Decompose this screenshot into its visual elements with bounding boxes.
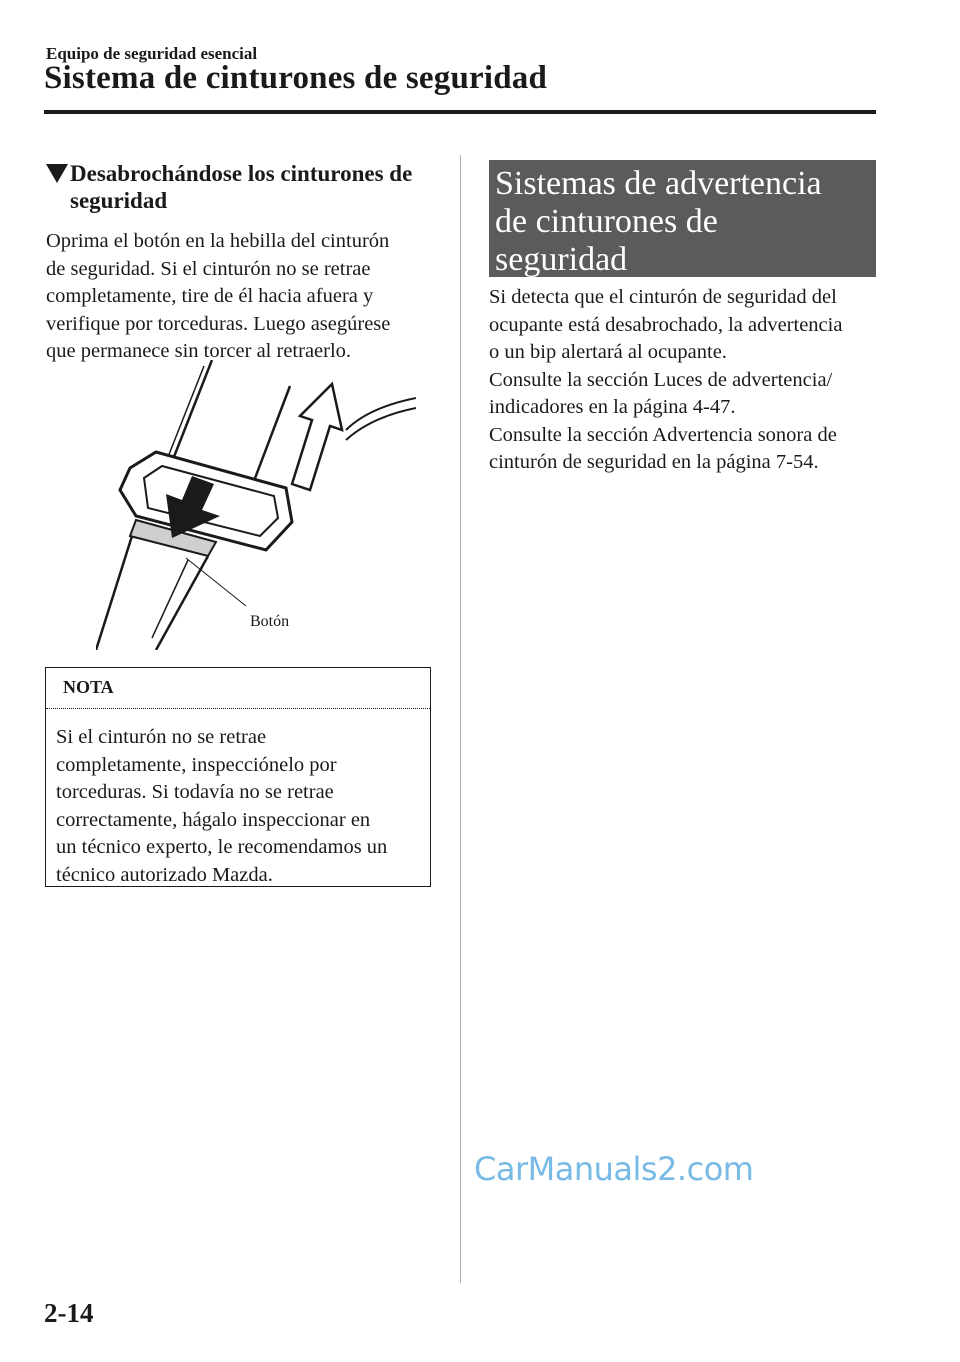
- warning-paragraph: Si detecta que el cinturón de seguridad del ocupante está desabrochado, la advertencia o un bip alertará al ocupante. Consulte la sección Luces de advertencia/ indicadores en la página 4-47. Consulte la sección Advertencia sonora de cinturón de seguridad en la página 7-54.: [489, 286, 843, 473]
- instruction-paragraph: Oprima el botón en la hebilla del cinturón de seguridad. Si el cinturón no se retrae completamente, tire de él hacia afuera y verifique por torceduras. Luego asegúrese que permanece sin torcer al retraerlo.: [46, 230, 391, 362]
- seatbelt-buckle-illustration: [96, 360, 416, 650]
- title-rule: [44, 110, 876, 114]
- section-banner: Sistemas de advertencia de cinturones de seguridad: [489, 160, 876, 277]
- page-title: Sistema de cinturones de seguridad: [44, 60, 548, 96]
- section-heading: [46, 160, 441, 214]
- page-number: 2-14: [44, 1298, 94, 1328]
- release-arrow: [292, 384, 342, 490]
- column-divider: [460, 155, 461, 1283]
- down-triangle-icon: [46, 164, 68, 183]
- note-title: NOTA: [63, 677, 114, 697]
- watermark-logo: CarManuals2.com: [474, 1150, 754, 1188]
- note-text: Si el cinturón no se retrae completamente, inspecciónelo por torceduras. Si todavía no se retrae correctamente, hágalo inspeccionar en un técnico experto, le recomendamos un técnico autorizado Mazda.: [56, 726, 388, 886]
- section-heading-text: Desabrochándose los cinturones de seguridad: [70, 161, 413, 213]
- section-label: Equipo de seguridad esencial: [46, 44, 258, 63]
- note-divider: [46, 708, 430, 709]
- button-label: Botón: [250, 613, 290, 630]
- note-box: [45, 667, 431, 887]
